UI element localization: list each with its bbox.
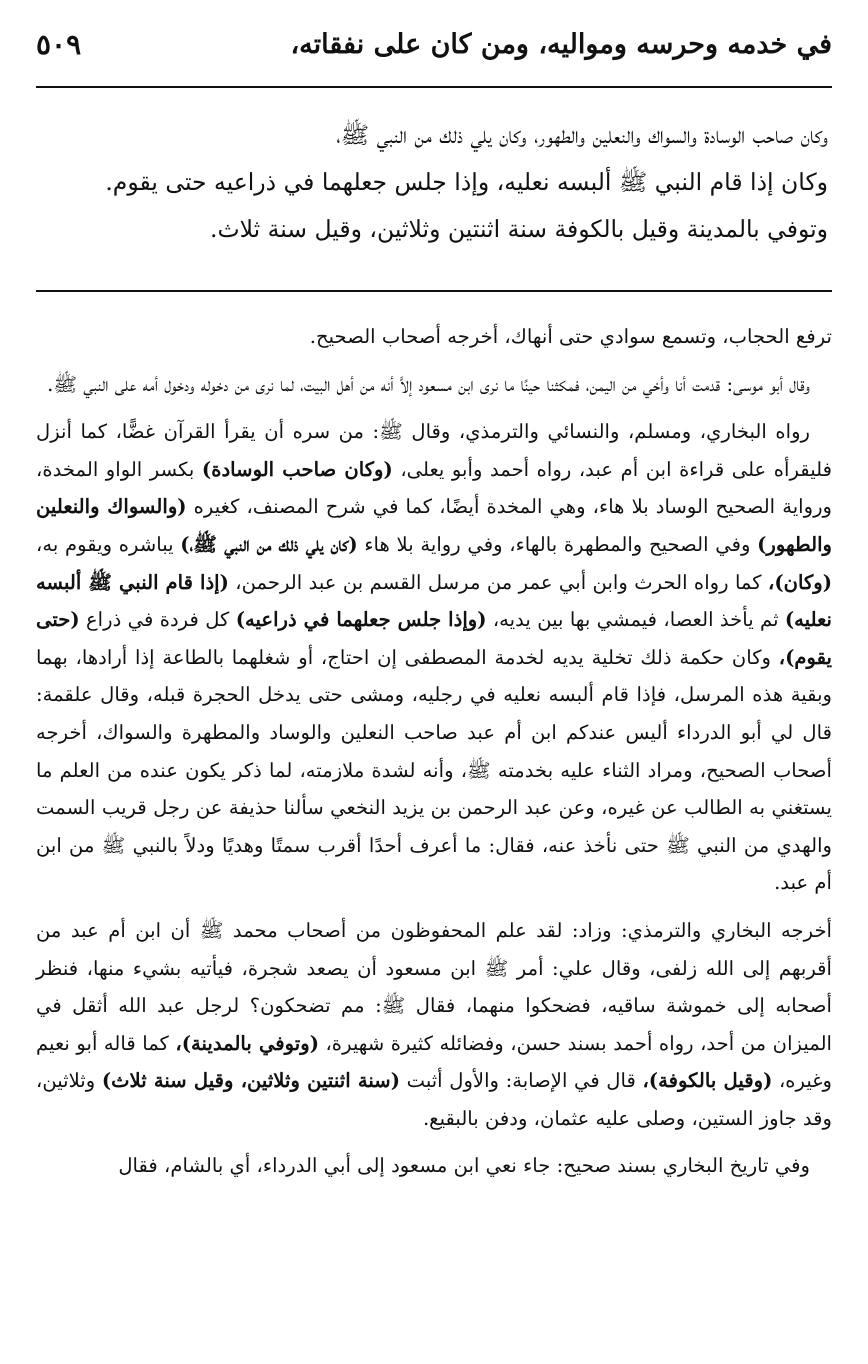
commentary-text: وفي الصحيح والمطهرة بالهاء، وفي رواية بلا هاء	[357, 532, 758, 556]
main-text	[40, 112, 828, 253]
commentary-text: كل فردة في ذراع	[79, 608, 236, 632]
lemma: (إذا قام النبي ﷺ ألبسه نعليه)	[36, 570, 832, 632]
lemma: (سنة اثنتين وثلاثين، وقيل سنة ثلاث)	[101, 1069, 400, 1093]
commentary-text: قال في الإصابة: والأول أثبت	[399, 1069, 643, 1093]
page-number: ٥٠٩	[36, 27, 82, 61]
commentary-paragraph	[36, 912, 832, 1138]
commentary-paragraph: وفي تاريخ البخاري بسند صحيح: جاء نعي ابن مسعود إلى أبي الدرداء، أي بالشام، فقال	[118, 1154, 810, 1178]
lemma: (وتوفي بالمدينة)،	[175, 1031, 319, 1055]
commentary-text: وكان حكمة ذلك تخلية يديه لخدمة المصطفى إن احتاج، أو شغلهما بالطاعة إذا أرادها، بهما وبقية هذه المرسل، فإذا قام ألبسه نعليه في رجليه، ومشى حتى يدخل الحجرة قبله، وقال علقمة: قال لي أبو الدرداء أليس عندكم ابن أم عبد صاحب النعلين والوساد والمطهرة والسواك، أخرجه أصحاب الصحيح، ومراد الثناء عليه بخدمته ﷺ، وأنه لشدة ملازمته، لما ذكر يكون عنده من العلم ما يستغني به الطالب عن غيره، وعن عبد الرحمن بن يزيد النخعي سألنا حذيفة عن رجل قريب السمت والهدي من النبي ﷺ حتى نأخذ عنه، فقال: ما أعرف أحدًا أقرب سمتًا وهديًا ودلاً بالنبي ﷺ من ابن أم عبد.	[36, 645, 832, 895]
commentary-text: ثم يأخذ العصا، فيمشي بها بين يديه،	[486, 608, 785, 632]
commentary-text: وثلاثين، وقد جاوز الستين، وصلى عليه عثمان، ودفن بالبقيع.	[36, 1069, 832, 1130]
lemma: (وكان صاحب الوسادة)	[201, 457, 393, 481]
commentary-text: بكسر الواو المخدة، ورواية الصحيح الوساد بلا هاء، وهي المخدة أيضًا، كما في شرح المصنف، كغيره	[36, 457, 832, 519]
section-divider	[36, 290, 832, 292]
commentary-paragraph	[36, 413, 832, 902]
page-header	[36, 18, 832, 70]
commentary-text: كما رواه الحرث وابن أبي عمر من مرسل القسم بن عبد الرحمن،	[228, 570, 768, 594]
lemma: (وإذا جلس جعلهما في ذراعيه)	[235, 608, 487, 632]
commentary	[36, 318, 832, 1185]
lemma: (كان يلي ذلك من النبي ﷺ،)	[180, 532, 358, 556]
commentary-paragraph: ترفع الحجاب، وتسمع سوادي حتى أنهاك، أخرجه أصحاب الصحيح.	[309, 325, 832, 348]
lemma: (والسواك والنعلين والطهور)	[36, 495, 832, 556]
header-rule	[36, 86, 832, 88]
commentary-text: يباشره ويقوم به،	[36, 532, 181, 556]
lemma: (وكان)،	[768, 570, 833, 594]
running-title: في خدمه وحرسه ومواليه، ومن كان على نفقاته،	[290, 28, 832, 60]
lemma: (وقيل بالكوفة)،	[642, 1069, 773, 1093]
main-text-line: وكان صاحب الوسادة والسواك والنعلين والطهور، وكان يلي ذلك من النبي ﷺ،	[336, 121, 828, 149]
main-text-line: وتوفي بالمدينة وقيل بالكوفة سنة اثنتين وثلاثين، وقيل سنة ثلاث.	[209, 215, 828, 243]
lemma: (حتى يقوم)،	[36, 608, 832, 669]
commentary-text: أخرجه البخاري والترمذي: وزاد: لقد علم المحفوظون من أصحاب محمد ﷺ أن ابن أم عبد من أقربهم إلى الله زلفى، وقال علي: أمر ﷺ ابن مسعود أن يصعد شجرة، فيأتيه بشيء منها، فنظر أصحابه إلى خموشة ساقيه، فضحكوا منهما، فقال ﷺ: مم تضحكون؟ لرجل عبد الله أثقل في الميزان من أحد، رواه أحمد بسند حسن، وفضائله كثيرة شهيرة،	[36, 918, 832, 1055]
commentary-paragraph: وقال أبو موسى: قدمت أنا وأخي من اليمن، فمكثنا حينًا ما نرى ابن مسعود إلاَّ أنه من أهل البيت، لما نرى من دخوله ودخول أمه على النبي ﷺ.	[47, 372, 810, 396]
commentary-text: كما قاله أبو نعيم وغيره،	[36, 1031, 832, 1093]
commentary-text: رواه البخاري، ومسلم، والنسائي والترمذي، وقال ﷺ: من سره أن يقرأ القرآن غضًّا، كما أنزل فليقرأه على قراءة ابن أم عبد، رواه أحمد وأبو يعلى،	[36, 420, 832, 481]
main-text-line: وكان إذا قام النبي ﷺ ألبسه نعليه، وإذا جلس جعلهما في ذراعيه حتى يقوم.	[105, 168, 828, 196]
